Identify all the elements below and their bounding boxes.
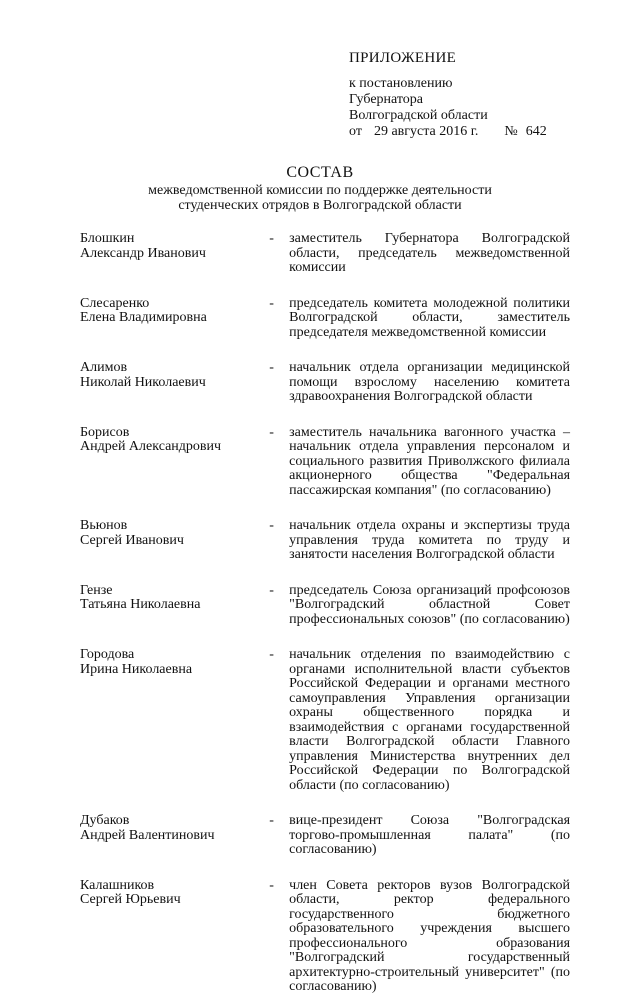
member-row <box>80 519 570 563</box>
member-given-name: Николай Николаевич <box>80 374 206 390</box>
member-role: член Совета ректоров вузов Волгоградской области, ректор федерального государственного бюджетного образовательного учреждения высшего профессионального образования "Волгоградский государственный архитектурно-строительный университет" (по согласованию) <box>289 877 571 994</box>
member-dash: - <box>269 877 274 893</box>
appendix-line: Волгоградской области <box>349 108 488 123</box>
members-list <box>80 232 570 995</box>
member-name <box>80 584 269 613</box>
appendix-line: Губернатора <box>349 92 424 107</box>
appendix-line: к постановлению <box>349 76 453 91</box>
member-given-name: Елена Владимировна <box>80 310 207 325</box>
date-prefix: от <box>349 124 362 139</box>
member-name <box>80 361 269 390</box>
member-dash: - <box>269 647 274 662</box>
member-name <box>80 519 269 548</box>
member-role: начальник отдела охраны и экспертизы труда управления труда комитета по труду и занятости населения Волгоградской области <box>289 518 571 562</box>
member-dash: - <box>269 424 274 440</box>
member-row <box>80 648 570 793</box>
decree-number: 642 <box>525 124 547 139</box>
member-given-name: Андрей Александрович <box>80 439 222 454</box>
member-name <box>80 297 269 326</box>
member-row <box>80 361 570 405</box>
member-surname: Слесаренко <box>80 295 150 311</box>
member-given-name: Андрей Валентинович <box>80 827 215 843</box>
member-surname: Вьюнов <box>80 518 128 533</box>
member-surname: Блошкин <box>80 231 135 246</box>
member-name <box>80 814 269 843</box>
member-dash: - <box>269 360 274 375</box>
member-role: вице-президент Союза "Волгоградская торгово-промышленная палата" (по согласованию) <box>289 813 571 857</box>
appendix-block <box>349 50 488 124</box>
member-surname: Калашников <box>80 877 155 893</box>
member-given-name: Ирина Николаевна <box>80 661 193 677</box>
member-given-name: Сергей Юрьевич <box>80 892 181 907</box>
document-title: СОСТАВ <box>286 164 354 181</box>
member-role: начальник отделения по взаимодействию с органами исполнительной власти субъектов Российской Федерации и органами местного самоуправления Управления организации охраны общественного порядка и взаимодействия с органами государственной власти Волгоградской области Главного управления Министерства внутренних дел Российской Федерации по Волгоградской области (по согласованию) <box>289 647 571 793</box>
member-given-name: Александр Иванович <box>80 245 206 261</box>
member-role: председатель комитета молодежной политики Волгоградской области, заместитель председателя межведомственной комиссии <box>289 295 571 340</box>
appendix-heading: ПРИЛОЖЕНИЕ <box>349 50 457 66</box>
member-surname: Алимов <box>80 360 128 375</box>
member-dash: - <box>269 813 274 828</box>
member-dash: - <box>269 295 274 311</box>
member-given-name: Сергей Иванович <box>80 532 184 548</box>
member-name <box>80 879 269 908</box>
member-dash: - <box>269 518 274 533</box>
decree-date: 29 августа 2016 г. <box>373 124 479 139</box>
member-given-name: Татьяна Николаевна <box>80 597 201 612</box>
decree-date-row <box>349 124 547 140</box>
member-name <box>80 426 269 455</box>
member-role: начальник отдела организации медицинской помощи взрослому населению комитета здравоохранения Волгоградской области <box>289 360 571 404</box>
member-row <box>80 879 570 995</box>
member-surname: Городова <box>80 647 135 662</box>
member-row <box>80 814 570 858</box>
document-subtitle: межведомственной комиссии по поддержке деятельности студенческих отрядов в Волгоградской области <box>148 183 492 213</box>
member-row <box>80 232 570 276</box>
member-role: заместитель Губернатора Волгоградской области, председатель межведомственной комиссии <box>289 231 571 275</box>
member-name <box>80 648 269 677</box>
member-dash: - <box>269 582 274 598</box>
member-surname: Дубаков <box>80 813 130 828</box>
member-row <box>80 584 570 628</box>
member-row <box>80 297 570 341</box>
member-surname: Борисов <box>80 424 130 440</box>
member-row <box>80 426 570 499</box>
member-dash: - <box>269 231 274 246</box>
member-role: председатель Союза организаций профсоюзов "Волгоградский областной Совет профессиональных союзов" (по согласованию) <box>289 582 571 627</box>
member-role: заместитель начальника вагонного участка – начальник отдела управления персоналом и социального развития Приволжского филиала акционерного общества "Федеральная пассажирская компания" (по согласованию) <box>289 424 571 498</box>
number-sign: № <box>504 124 518 139</box>
member-surname: Гензе <box>80 582 113 598</box>
member-name <box>80 232 269 261</box>
